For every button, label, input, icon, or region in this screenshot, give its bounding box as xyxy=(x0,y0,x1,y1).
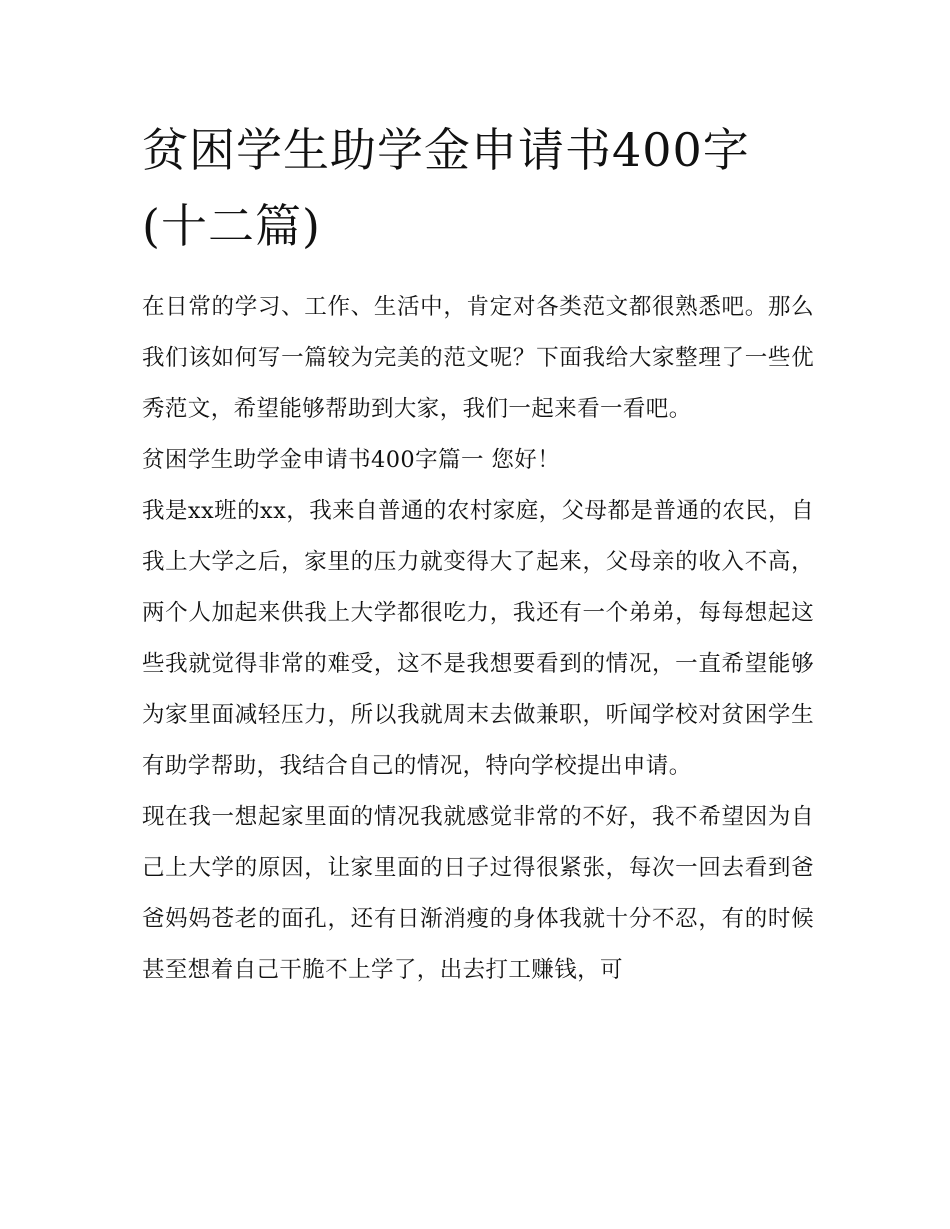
body-paragraph: 我是xx班的xx，我来自普通的农村家庭，父母都是普通的农民，自我上大学之后，家里的压力就变得大了起来，父母亲的收入不高，两个人加起来供我上大学都很吃力，我还有一个弟弟，每每想起这些我就觉得非常的难受，这不是我想要看到的情况，一直希望能够为家里面减轻压力，所以我就周末去做兼职，听闻学校对贫困学生有助学帮助，我结合自己的情况，特向学校提出申请。 xyxy=(142,498,814,779)
body-paragraph: 现在我一想起家里面的情况我就感觉非常的不好，我不希望因为自己上大学的原因，让家里面的日子过得很紧张，每次一回去看到爸爸妈妈苍老的面孔，还有日渐消瘦的身体我就十分不忍，有的时候甚至想着自己干脆不上学了，出去打工赚钱，可 xyxy=(142,804,814,983)
section-heading-paragraph: 贫困学生助学金申请书400字篇一 您好！ xyxy=(142,447,561,473)
document-body xyxy=(142,112,814,996)
document-title: 贫困学生助学金申请书400字(十二篇) xyxy=(142,123,750,253)
intro-paragraph: 在日常的学习、工作、生活中，肯定对各类范文都很熟悉吧。那么我们该如何写一篇较为完美的范文呢？下面我给大家整理了一些优秀范文，希望能够帮助到大家，我们一起来看一看吧。 xyxy=(142,294,814,422)
